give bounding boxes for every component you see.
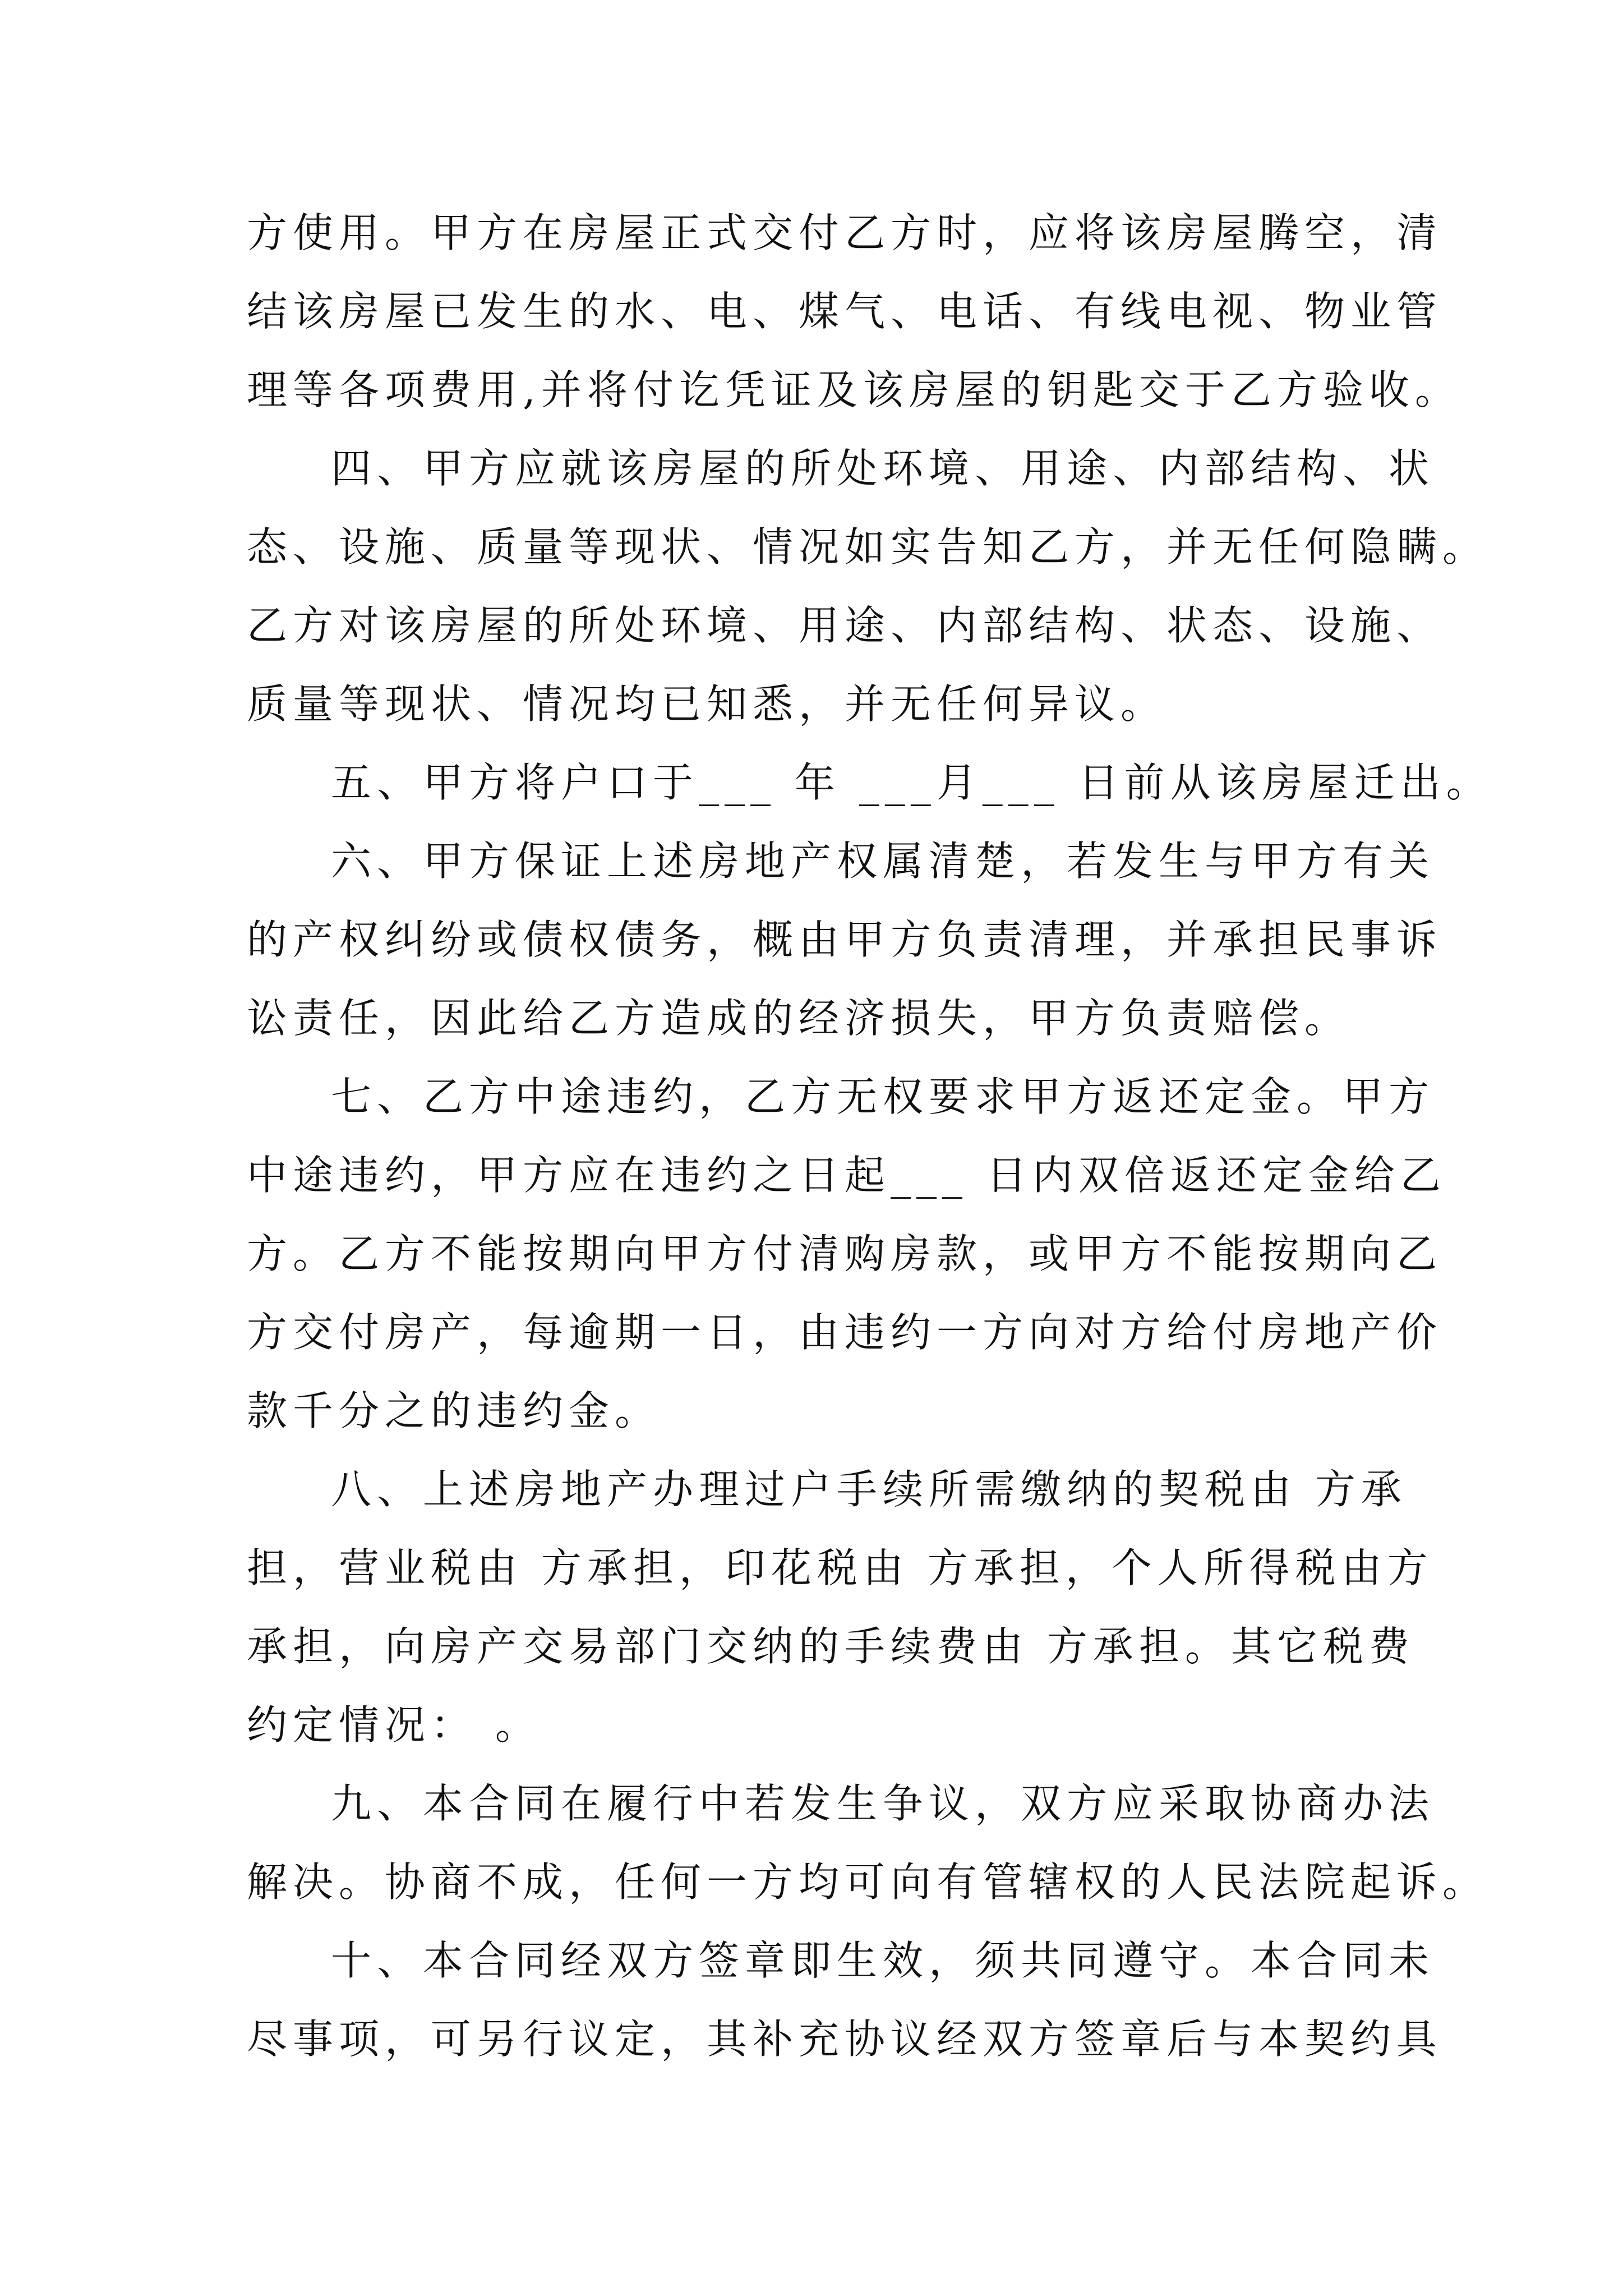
contract-text-line: 方使用。甲方在房屋正式交付乙方时，应将该房屋腾空，清	[247, 209, 1443, 256]
contract-body	[247, 194, 1492, 2078]
contract-text-line: 解决。协商不成，任何一方均可向有管辖权的人民法院起诉。	[247, 1858, 1489, 1906]
contract-text-line: 中途违约，甲方应在违约之日起___ 日内双倍返还定金给乙	[247, 1152, 1446, 1199]
contract-text-line: 约定情况： 。	[247, 1701, 541, 1749]
contract-text-line: 质量等现状、情况均已知悉，并无任何异议。	[247, 680, 1167, 728]
contract-text-line: 理等各项费用,并将付讫凭证及该房屋的钥匙交于乙方验收。	[247, 366, 1461, 413]
contract-text-line: 八、上述房地产办理过户手续所需缴纳的契税由 方承	[331, 1466, 1407, 1513]
contract-text-line: 的产权纠纷或债权债务，概由甲方负责清理，并承担民事诉	[247, 916, 1443, 963]
contract-text-line: 四、甲方应就该房屋的所处环境、用途、内部结构、状	[331, 445, 1435, 492]
contract-text-line: 五、甲方将户口于___ 年 ___月___ 日前从该房屋迁出。	[331, 759, 1492, 806]
contract-text-line: 十、本合同经双方签章即生效，须共同遵守。本合同未	[331, 1937, 1435, 1984]
contract-text-line: 尽事项，可另行议定，其补充协议经双方签章后与本契约具	[247, 2016, 1443, 2063]
contract-text-line: 六、甲方保证上述房地产权属清楚，若发生与甲方有关	[331, 838, 1435, 885]
contract-text-line: 乙方对该房屋的所处环境、用途、内部结构、状态、设施、	[247, 602, 1443, 649]
contract-text-line: 讼责任，因此给乙方造成的经济损失，甲方负责赔偿。	[247, 995, 1351, 1042]
contract-text-line: 款千分之的违约金。	[247, 1387, 661, 1434]
contract-text-line: 方。乙方不能按期向甲方付清购房款，或甲方不能按期向乙	[247, 1230, 1443, 1277]
contract-text-line: 态、设施、质量等现状、情况如实告知乙方，并无任何隐瞒。	[247, 523, 1489, 570]
contract-text-line: 九、本合同在履行中若发生争议，双方应采取协商办法	[331, 1780, 1435, 1827]
contract-text-line: 方交付房产，每逾期一日，由违约一方向对方给付房地产价	[247, 1309, 1443, 1356]
contract-text-line: 承担，向房产交易部门交纳的手续费由 方承担。其它税费	[247, 1623, 1415, 1670]
contract-text-line: 七、乙方中途违约，乙方无权要求甲方返还定金。甲方	[331, 1073, 1435, 1120]
contract-text-line: 担，营业税由 方承担，印花税由 方承担，个人所得税由方	[247, 1544, 1433, 1591]
contract-text-line: 结该房屋已发生的水、电、煤气、电话、有线电视、物业管	[247, 288, 1443, 335]
